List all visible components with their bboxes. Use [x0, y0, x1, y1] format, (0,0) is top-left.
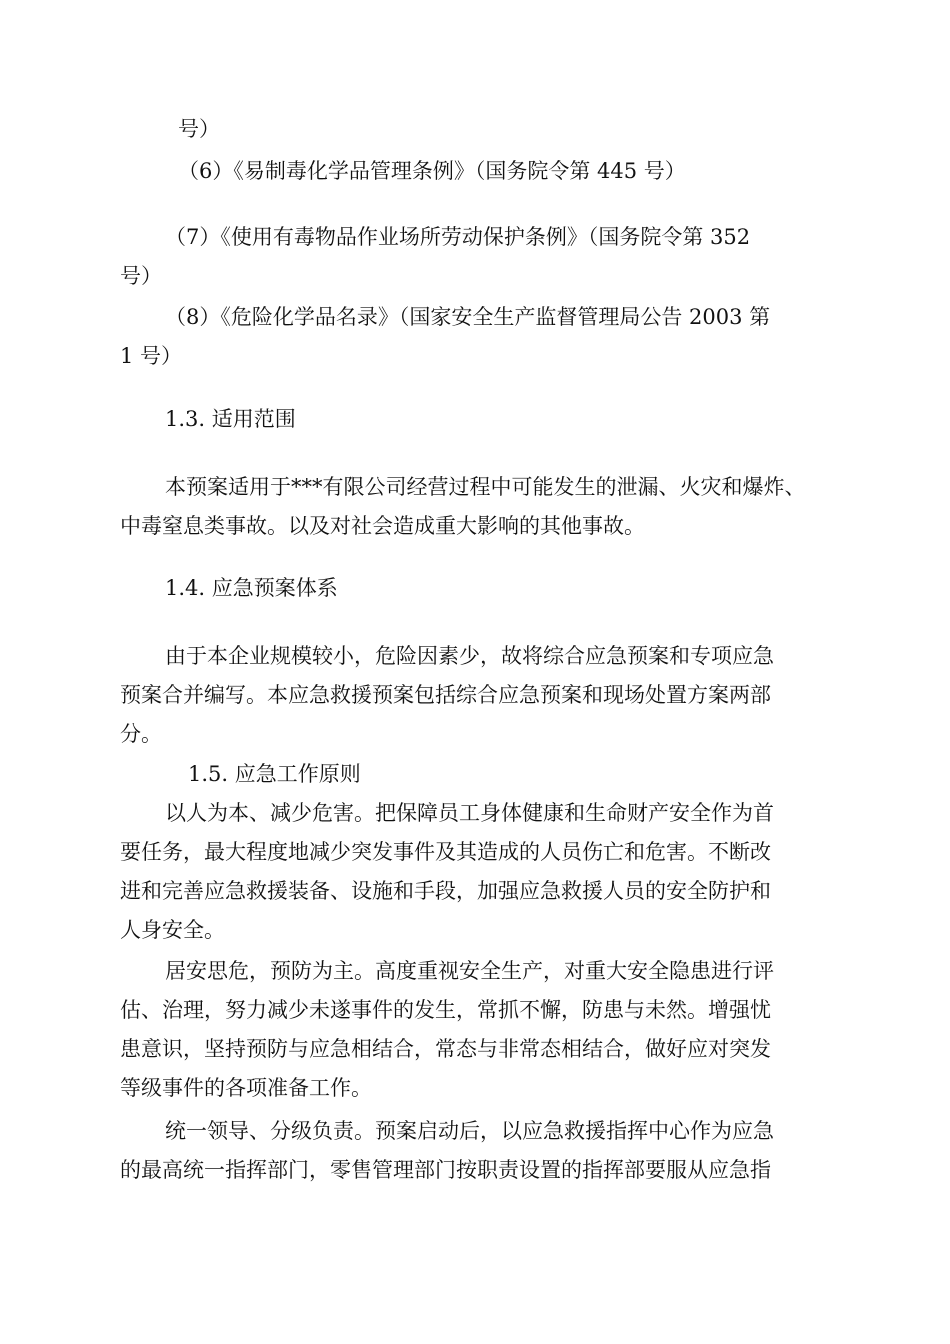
section-1-5-para-2-line-3: 患意识，坚持预防与应急相结合，常态与非常态相结合，做好应对突发 — [120, 1037, 771, 1061]
regulation-item-6: （6）《易制毒化学品管理条例》（国务院令第 445 号） — [178, 159, 686, 183]
regulation-item-7-line-2: 号） — [120, 264, 162, 288]
section-1-5-para-1-line-2: 要任务，最大程度地减少突发事件及其造成的人员伤亡和危害。不断改 — [120, 840, 771, 864]
section-1-3-heading: 1.3. 适用范围 — [165, 407, 296, 431]
section-1-5-heading: 1.5. 应急工作原则 — [188, 762, 361, 786]
section-1-5-para-2-line-2: 估、治理，努力减少未遂事件的发生，常抓不懈，防患与未然。增强忧 — [120, 998, 771, 1022]
regulation-item-7-line-1: （7）《使用有毒物品作业场所劳动保护条例》（国务院令第 352 — [165, 225, 751, 249]
section-1-5-para-2-line-4: 等级事件的各项准备工作。 — [120, 1076, 372, 1100]
section-1-5-para-1-line-3: 进和完善应急救援装备、设施和手段，加强应急救援人员的安全防护和 — [120, 879, 771, 903]
section-1-5-para-3-line-2: 的最高统一指挥部门，零售管理部门按职责设置的指挥部要服从应急指 — [120, 1158, 771, 1182]
section-1-4-text-line-1: 由于本企业规模较小，危险因素少，故将综合应急预案和专项应急 — [165, 644, 774, 668]
section-1-4-text-line-3: 分。 — [120, 722, 162, 746]
section-1-4-text-line-2: 预案合并编写。本应急救援预案包括综合应急预案和现场处置方案两部 — [120, 683, 771, 707]
section-1-4-heading: 1.4. 应急预案体系 — [165, 576, 338, 600]
regulation-item-8-line-2: 1 号） — [120, 344, 183, 368]
section-1-3-text-line-1: 本预案适用于***有限公司经营过程中可能发生的泄漏、火灾和爆炸、 — [165, 475, 806, 499]
regulation-item-5-tail: 号） — [178, 117, 220, 141]
section-1-3-text-line-2: 中毒窒息类事故。以及对社会造成重大影响的其他事故。 — [120, 514, 645, 538]
section-1-5-para-1-line-4: 人身安全。 — [120, 918, 225, 942]
section-1-5-para-2-line-1: 居安思危，预防为主。高度重视安全生产，对重大安全隐患进行评 — [165, 959, 774, 983]
section-1-5-para-1-line-1: 以人为本、减少危害。把保障员工身体健康和生命财产安全作为首 — [165, 801, 774, 825]
regulation-item-8-line-1: （8）《危险化学品名录》（国家安全生产监督管理局公告 2003 第 — [165, 305, 771, 329]
section-1-5-para-3-line-1: 统一领导、分级负责。预案启动后，以应急救援指挥中心作为应急 — [165, 1119, 774, 1143]
